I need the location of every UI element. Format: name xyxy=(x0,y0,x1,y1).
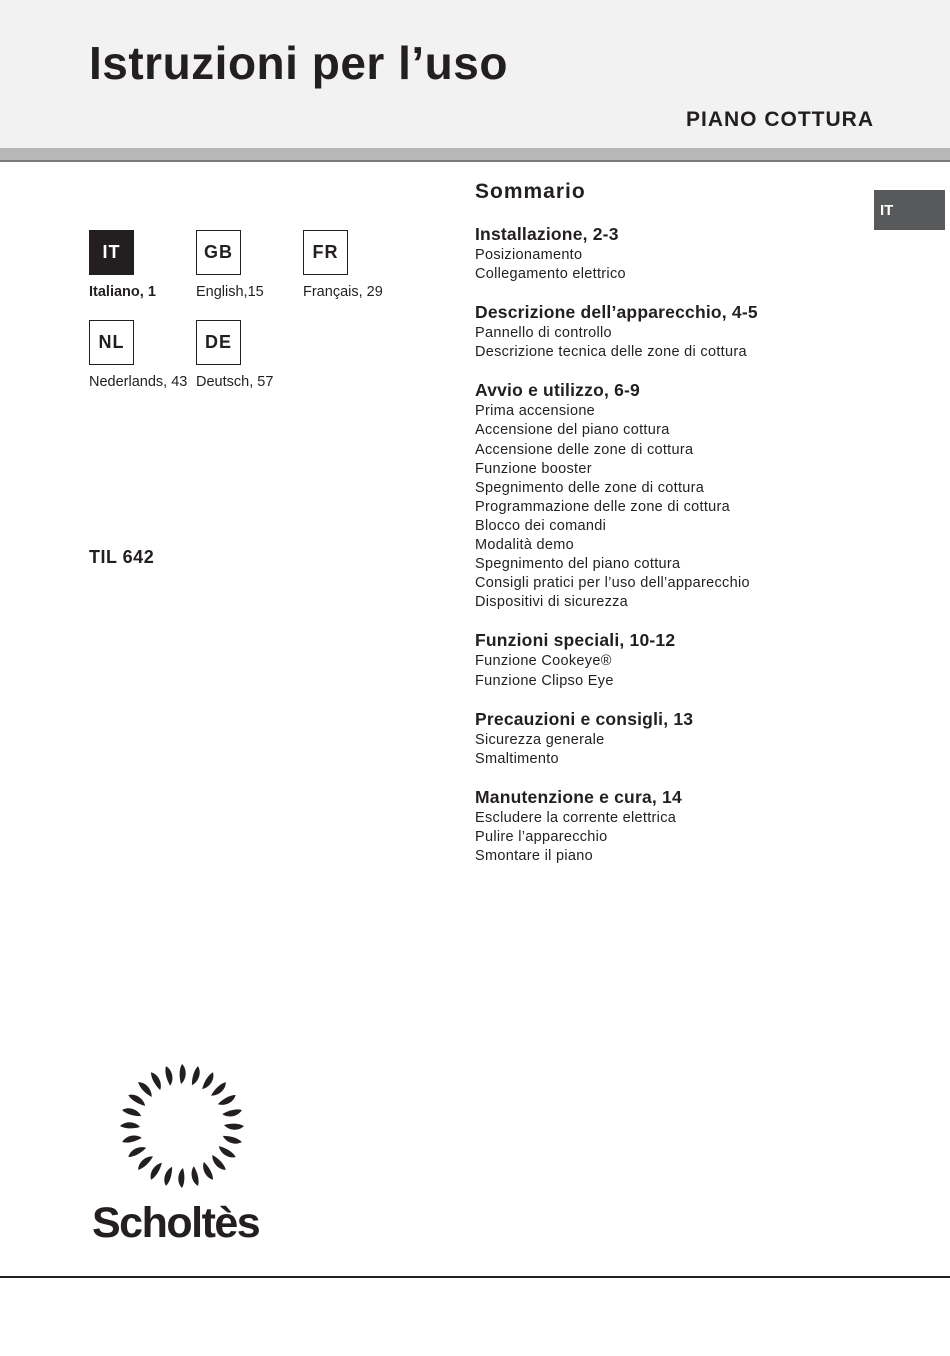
sun-petal xyxy=(127,1092,147,1107)
toc-section xyxy=(475,628,855,690)
toc-item[interactable]: Smaltimento xyxy=(475,750,559,767)
toc-item[interactable]: Dispositivi di sicurezza xyxy=(475,594,629,611)
language-box-de[interactable]: DE xyxy=(196,320,241,365)
toc-section xyxy=(475,785,855,866)
sun-petal xyxy=(217,1145,237,1160)
sun-petal xyxy=(222,1108,243,1119)
toc-item[interactable]: Prima accensione xyxy=(475,403,596,420)
toc-section-title[interactable]: Funzioni speciali, 10-12 xyxy=(475,630,676,651)
sun-petal xyxy=(200,1161,215,1181)
sun-petal xyxy=(180,1064,186,1084)
sun-petal xyxy=(164,1065,175,1086)
document-title: Istruzioni per l’uso xyxy=(89,37,508,89)
toc-item[interactable]: Spegnimento delle zone di cottura xyxy=(475,479,705,496)
language-label-fr: Français, 29 xyxy=(303,284,383,300)
toc-item[interactable]: Blocco dei comandi xyxy=(475,517,607,534)
toc-section-title[interactable]: Avvio e utilizzo, 6-9 xyxy=(475,380,640,401)
toc-item[interactable]: Pulire l’apparecchio xyxy=(475,828,608,845)
toc-section xyxy=(475,707,855,769)
toc-item[interactable]: Sicurezza generale xyxy=(475,731,605,748)
toc-section xyxy=(475,300,855,362)
sun-petal xyxy=(148,1161,163,1181)
footer-rule xyxy=(0,1276,950,1278)
sun-petal xyxy=(189,1166,200,1187)
toc-item[interactable]: Funzione booster xyxy=(475,460,592,477)
toc-section xyxy=(475,222,855,284)
toc-item[interactable]: Pannello di controllo xyxy=(475,325,612,342)
toc-section-title[interactable]: Installazione, 2-3 xyxy=(475,224,619,244)
sun-petal xyxy=(136,1153,154,1171)
toc-item[interactable]: Accensione del piano cottura xyxy=(475,422,670,439)
sun-petal xyxy=(224,1124,244,1130)
toc-item[interactable]: Posizionamento xyxy=(475,247,583,263)
language-box-gb[interactable]: GB xyxy=(196,230,241,275)
table-of-contents xyxy=(475,180,855,882)
toc-item[interactable]: Spegnimento del piano cottura xyxy=(475,556,681,573)
toc-item[interactable]: Descrizione tecnica delle zone di cottura xyxy=(475,344,747,361)
sun-petal xyxy=(121,1106,142,1117)
document-subtitle: PIANO COTTURA xyxy=(686,108,874,131)
toc-item[interactable]: Funzione Clipso Eye xyxy=(475,672,614,689)
toc-item[interactable]: Accensione delle zone di cottura xyxy=(475,441,694,458)
sun-petal xyxy=(209,1154,227,1172)
sun-petal xyxy=(126,1144,146,1159)
toc-item[interactable]: Consigli pratici per l’uso dell’apparecchio xyxy=(475,575,750,592)
sun-petal xyxy=(191,1065,202,1086)
toc-section xyxy=(475,378,855,612)
language-label-it: Italiano, 1 xyxy=(89,284,156,300)
language-box-it[interactable]: IT xyxy=(89,230,134,275)
sun-petal xyxy=(120,1122,140,1128)
toc-item[interactable]: Escludere la corrente elettrica xyxy=(475,809,677,826)
toc-section-title[interactable]: Manutenzione e cura, 14 xyxy=(475,786,682,807)
sun-petal xyxy=(178,1168,184,1188)
language-box-fr[interactable]: FR xyxy=(303,230,348,275)
brand-wordmark: Scholtès xyxy=(92,1199,260,1247)
language-label-gb: English,15 xyxy=(196,284,264,300)
toc-section-title[interactable]: Precauzioni e consigli, 13 xyxy=(475,708,694,729)
language-side-tab: IT xyxy=(874,190,945,230)
sun-petal xyxy=(210,1080,228,1098)
sun-petal xyxy=(162,1166,173,1187)
sun-petal xyxy=(136,1080,154,1098)
sun-petal xyxy=(201,1071,216,1091)
model-number: TIL 642 xyxy=(89,547,155,567)
sun-logo-icon xyxy=(112,1056,252,1196)
toc-item[interactable]: Programmazione delle zone di cottura xyxy=(475,498,731,515)
language-label-nl: Nederlands, 43 xyxy=(89,374,188,390)
sun-petal xyxy=(121,1133,142,1144)
toc-item[interactable]: Funzione Cookeye® xyxy=(475,653,612,670)
sun-petal xyxy=(149,1070,164,1090)
toc-item[interactable]: Modalità demo xyxy=(475,537,575,554)
sun-petal xyxy=(217,1093,237,1108)
toc-heading: Sommario xyxy=(475,180,586,203)
brand-logo xyxy=(92,1056,270,1251)
toc-section-title[interactable]: Descrizione dell’apparecchio, 4-5 xyxy=(475,302,758,323)
language-box-nl[interactable]: NL xyxy=(89,320,134,365)
header-rule-line xyxy=(0,160,950,162)
sun-petal xyxy=(222,1135,243,1146)
toc-item[interactable]: Collegamento elettrico xyxy=(475,266,626,283)
header-rule xyxy=(0,148,950,160)
language-label-de: Deutsch, 57 xyxy=(196,374,274,390)
toc-item[interactable]: Smontare il piano xyxy=(475,847,593,864)
